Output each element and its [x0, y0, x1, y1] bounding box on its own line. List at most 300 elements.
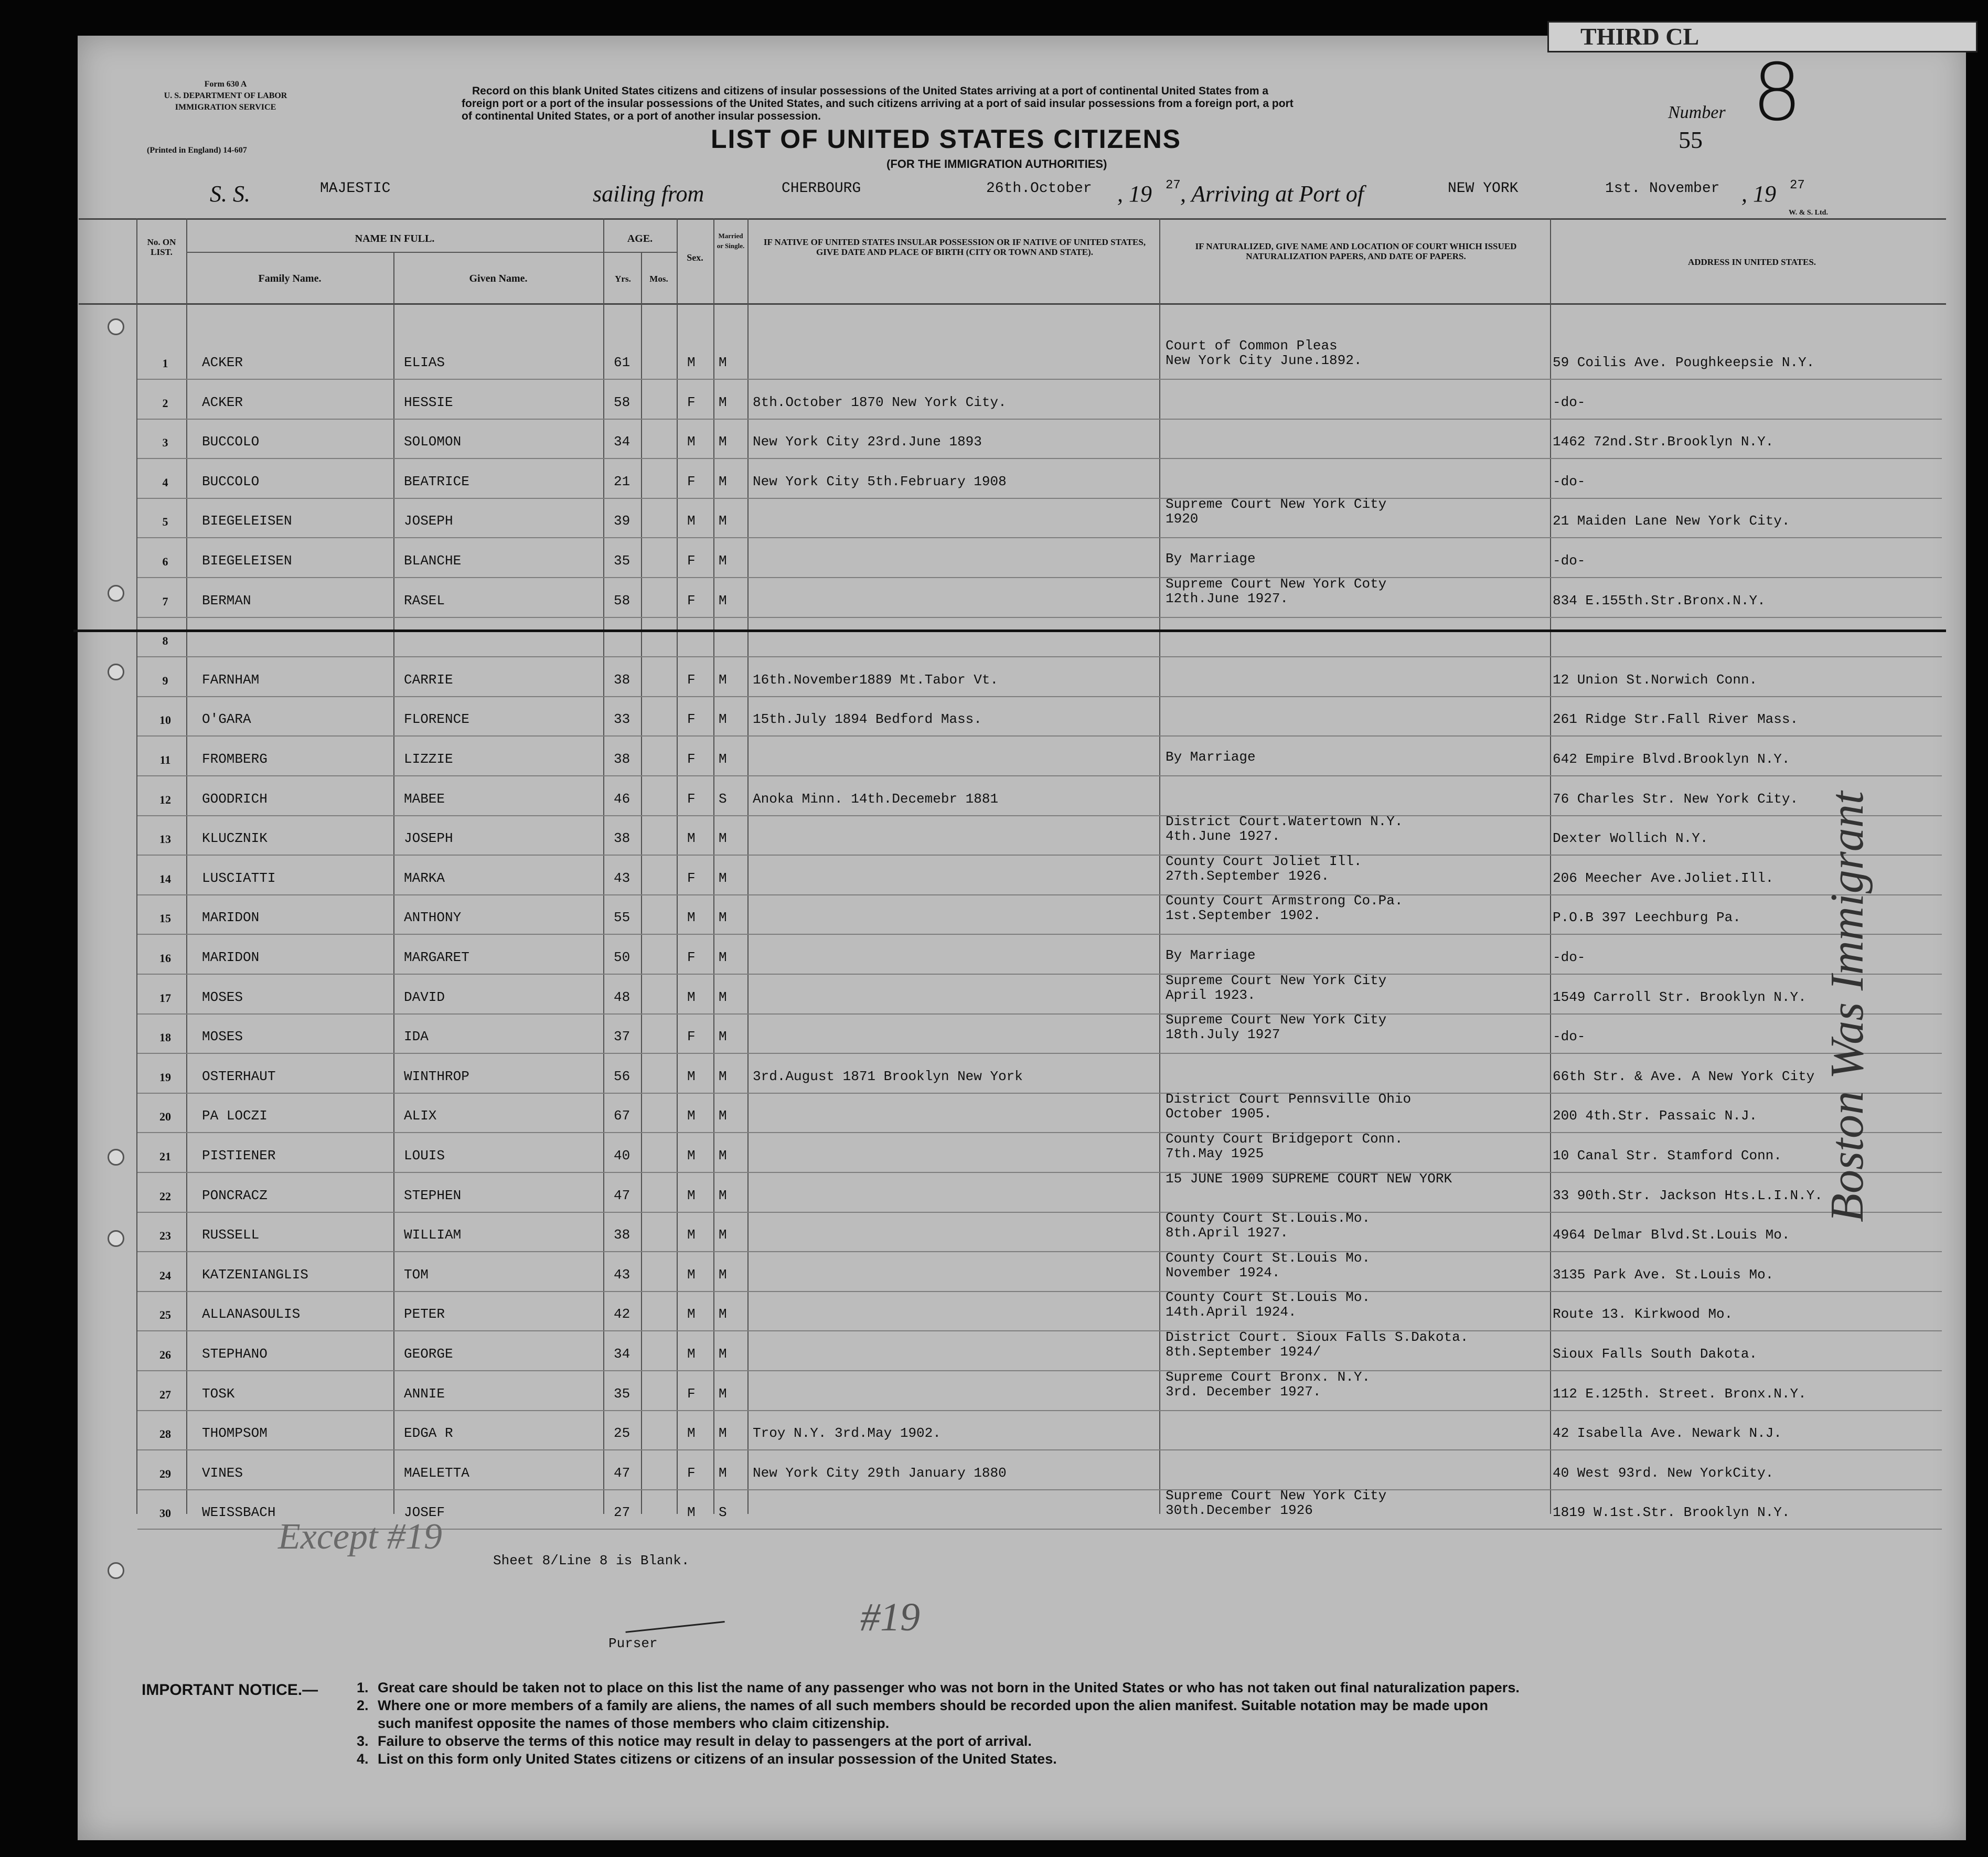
- naturalization-date: 7th.May 1925: [1166, 1146, 1264, 1161]
- us-address: -do-: [1553, 1029, 1586, 1045]
- given-name: ALIX: [404, 1108, 437, 1124]
- arrival-date: 1st. November: [1605, 180, 1720, 197]
- row-rule: [137, 775, 1942, 776]
- col-header-birth: IF NATIVE OF UNITED STATES INSULAR POSSESSION OR IF NATIVE OF UNITED STATES, GIVE DATE AND PLACE OF BIRTH (CITY OR TOWN AND STATE).: [763, 237, 1146, 257]
- given-name: IDA: [404, 1029, 429, 1045]
- naturalization-court: County Court Armstrong Co.Pa.: [1166, 893, 1403, 909]
- family-name: BIEGELEISEN: [202, 513, 292, 529]
- row-rule: [137, 1251, 1942, 1252]
- row-rule: [137, 1291, 1942, 1292]
- naturalization-court: District Court Pennsville Ohio: [1166, 1091, 1412, 1107]
- birth-info: New York City 23rd.June 1893: [753, 434, 982, 450]
- given-name: WINTHROP: [404, 1068, 469, 1084]
- sex: F: [687, 711, 696, 728]
- age-years: 37: [614, 1029, 630, 1045]
- naturalization-date: By Marriage: [1166, 947, 1256, 963]
- col-header-sex: Sex.: [687, 252, 703, 263]
- col-header-address: ADDRESS IN UNITED STATES.: [1687, 257, 1816, 267]
- ship-name: MAJESTIC: [320, 180, 391, 197]
- row-number: 18: [159, 1031, 171, 1044]
- department-name: U. S. DEPARTMENT OF LABOR: [164, 91, 287, 100]
- naturalization-date: November 1924.: [1166, 1264, 1280, 1280]
- arriving-label: , Arriving at Port of: [1180, 181, 1364, 207]
- us-address: 1462 72nd.Str.Brooklyn N.Y.: [1553, 434, 1774, 450]
- col-divider: [747, 218, 749, 1514]
- us-address: 206 Meecher Ave.Joliet.Ill.: [1553, 870, 1774, 886]
- naturalization-date: By Marriage: [1166, 551, 1256, 567]
- row-rule: [137, 696, 1942, 697]
- naturalization-court: County Court St.Louis Mo.: [1166, 1250, 1371, 1266]
- age-years: 47: [614, 1465, 630, 1481]
- naturalization-date: 30th.December 1926: [1166, 1502, 1313, 1519]
- given-name: MARGARET: [404, 949, 469, 965]
- given-name: CARRIE: [404, 671, 453, 688]
- age-years: 61: [614, 355, 630, 370]
- col-divider: [713, 218, 714, 1514]
- sex: F: [687, 870, 696, 886]
- family-name: BIEGELEISEN: [202, 553, 292, 569]
- row-number: 15: [159, 912, 171, 925]
- age-years: 27: [614, 1504, 630, 1521]
- us-address: P.O.B 397 Leechburg Pa.: [1553, 910, 1741, 926]
- naturalization-court: Supreme Court New York Coty: [1166, 575, 1387, 592]
- departure-port: CHERBOURG: [782, 180, 861, 197]
- row-rule: [137, 1410, 1942, 1411]
- family-name: ALLANASOULIS: [202, 1306, 301, 1322]
- row-rule: [137, 617, 1942, 618]
- us-address: 10 Canal Str. Stamford Conn.: [1553, 1148, 1782, 1164]
- family-name: KLUCZNIK: [202, 830, 268, 847]
- line-8-strikeout: [73, 629, 1946, 632]
- us-address: 200 4th.Str. Passaic N.J.: [1553, 1108, 1758, 1124]
- departure-date: 26th.October: [986, 180, 1092, 197]
- age-years: 50: [614, 949, 630, 965]
- row-rule: [137, 1330, 1942, 1331]
- sex: F: [687, 751, 696, 767]
- row-rule: [137, 458, 1942, 459]
- col-divider: [603, 218, 604, 1514]
- age-years: 48: [614, 989, 630, 1005]
- birth-info: Troy N.Y. 3rd.May 1902.: [753, 1425, 941, 1442]
- purser-label: Purser: [608, 1636, 658, 1651]
- age-years: 35: [614, 1385, 630, 1402]
- given-name: SOLOMON: [404, 434, 462, 450]
- age-years: 34: [614, 434, 630, 450]
- header-instructions: [462, 85, 1294, 123]
- departure-year-prefix: , 19: [1117, 181, 1152, 207]
- us-address: 3135 Park Ave. St.Louis Mo.: [1553, 1266, 1774, 1283]
- binder-hole: [108, 1562, 124, 1579]
- naturalization-date: New York City June.1892.: [1166, 353, 1362, 368]
- header-line-1: Record on this blank United States citizens and citizens of insular possessions of the United States arriving at a port of continental United States from a: [472, 85, 1269, 97]
- naturalization-date: 3rd. December 1927.: [1166, 1383, 1321, 1400]
- sex: M: [687, 1108, 696, 1124]
- naturalization-date: 18th.July 1927: [1166, 1027, 1280, 1043]
- marital-status: M: [719, 1266, 727, 1283]
- marital-status: M: [719, 711, 727, 728]
- row-number: 22: [159, 1189, 171, 1203]
- sex: M: [687, 1306, 696, 1322]
- notice-item: [357, 1732, 1520, 1750]
- row-rule: [137, 537, 1942, 538]
- arrival-year-prefix: , 19: [1741, 181, 1776, 207]
- binder-hole: [108, 1149, 124, 1166]
- age-years: 38: [614, 671, 630, 688]
- naturalization-date: April 1923.: [1166, 987, 1256, 1003]
- corner-tab: THIRD CL: [1547, 21, 1978, 52]
- row-number: 29: [159, 1467, 171, 1480]
- naturalization-court: County Court Bridgeport Conn.: [1166, 1131, 1403, 1147]
- row-rule: [137, 934, 1942, 935]
- us-address: Sioux Falls South Dakota.: [1553, 1346, 1758, 1362]
- given-name: FLORENCE: [404, 711, 469, 728]
- binder-hole: [108, 1230, 124, 1247]
- row-number: 4: [162, 475, 168, 489]
- sex: M: [687, 1068, 696, 1084]
- row-number: 26: [159, 1348, 171, 1361]
- binder-hole: [108, 585, 124, 602]
- us-address: 42 Isabella Ave. Newark N.J.: [1553, 1425, 1782, 1442]
- given-name: WILLIAM: [404, 1227, 462, 1243]
- row-number: 27: [159, 1388, 171, 1401]
- form-info: [142, 79, 309, 113]
- col-divider: [1159, 218, 1160, 1514]
- row-number: 6: [162, 555, 168, 568]
- naturalization-court: County Court St.Louis Mo.: [1166, 1289, 1371, 1306]
- marital-status: M: [719, 1346, 727, 1362]
- family-name: FROMBERG: [202, 751, 268, 767]
- row-number: 12: [159, 793, 171, 806]
- notice-item: [357, 1750, 1520, 1768]
- age-years: 39: [614, 513, 630, 529]
- marital-status: M: [719, 1068, 727, 1084]
- manifest-sheet: [78, 36, 1966, 1840]
- table-header-rule: [79, 303, 1946, 305]
- birth-info: New York City 29th January 1880: [753, 1465, 1007, 1481]
- row-number: 11: [159, 753, 171, 766]
- given-name: HESSIE: [404, 394, 453, 410]
- us-address: 1819 W.1st.Str. Brooklyn N.Y.: [1553, 1504, 1790, 1521]
- age-years: 43: [614, 870, 630, 886]
- us-address: 33 90th.Str. Jackson Hts.L.I.N.Y.: [1553, 1187, 1823, 1203]
- age-years: 25: [614, 1425, 630, 1442]
- row-rule: [137, 498, 1942, 499]
- naturalization-date: 8th.April 1927.: [1166, 1225, 1289, 1241]
- us-address: 1549 Carroll Str. Brooklyn N.Y.: [1553, 989, 1807, 1005]
- header-subrule: [186, 252, 677, 253]
- handwritten-inspection-note: #19: [860, 1595, 920, 1639]
- row-number: 25: [159, 1308, 171, 1322]
- col-divider: [1550, 218, 1551, 1514]
- sex: M: [687, 513, 696, 529]
- row-number: 10: [159, 713, 171, 727]
- row-number: 2: [162, 396, 168, 410]
- notice-list: [357, 1679, 1520, 1768]
- row-rule: [137, 815, 1942, 816]
- age-years: 42: [614, 1306, 630, 1322]
- us-address: -do-: [1553, 553, 1586, 569]
- row-number: 19: [159, 1070, 171, 1084]
- row-number: 3: [162, 436, 168, 450]
- given-name: STEPHEN: [404, 1187, 462, 1203]
- marital-status: M: [719, 355, 727, 370]
- marital-status: M: [719, 989, 727, 1005]
- notice-heading: IMPORTANT NOTICE.—: [142, 1681, 318, 1699]
- naturalization-court: District Court.Watertown N.Y.: [1166, 814, 1403, 830]
- marital-status: M: [719, 751, 727, 767]
- col-header-naturalized: IF NATURALIZED, GIVE NAME AND LOCATION OF COURT WHICH ISSUED NATURALIZATION PAPERS, AND DATE OF PAPERS.: [1195, 241, 1517, 261]
- naturalization-date: 4th.June 1927.: [1166, 828, 1280, 845]
- sex: F: [687, 1465, 696, 1481]
- us-address: 66th Str. & Ave. A New York City: [1553, 1068, 1815, 1084]
- given-name: LIZZIE: [404, 751, 453, 767]
- row-number: 13: [159, 833, 171, 846]
- given-name: GEORGE: [404, 1346, 453, 1362]
- age-years: 34: [614, 1346, 630, 1362]
- naturalization-date: 1920: [1166, 511, 1199, 527]
- given-name: BLANCHE: [404, 553, 462, 569]
- birth-info: 3rd.August 1871 Brooklyn New York: [753, 1068, 1023, 1084]
- naturalization-date: 1st.September 1902.: [1166, 908, 1321, 924]
- family-name: BUCCOLO: [202, 434, 260, 450]
- binder-hole: [108, 664, 124, 680]
- marital-status: M: [719, 1187, 727, 1203]
- notice-item: [357, 1696, 1520, 1714]
- given-name: MARKA: [404, 870, 445, 886]
- col-header-age: AGE.: [627, 233, 653, 244]
- marital-status: M: [719, 553, 727, 569]
- handwritten-margin-note: Boston Was Immigrant: [1821, 791, 1873, 1222]
- row-rule: [137, 1132, 1942, 1133]
- row-rule: [137, 1370, 1942, 1371]
- col-header-given-name: Given Name.: [469, 273, 528, 284]
- notice-item-number: 2.: [357, 1698, 369, 1713]
- row-rule: [137, 1093, 1942, 1094]
- sex: F: [687, 592, 696, 609]
- family-name: ACKER: [202, 355, 243, 370]
- sex: M: [687, 989, 696, 1005]
- row-number: 20: [159, 1110, 171, 1124]
- marital-status: M: [719, 1029, 727, 1045]
- given-name: ANNIE: [404, 1385, 445, 1402]
- number-label: Number: [1668, 103, 1726, 122]
- given-name: EDGA R: [404, 1425, 453, 1442]
- notice-item-number: 4.: [357, 1751, 369, 1767]
- notice-item-text: such manifest opposite the names of those members who claim citizenship.: [378, 1715, 890, 1731]
- us-address: 834 E.155th.Str.Bronx.N.Y.: [1553, 592, 1766, 609]
- ss-label: S. S.: [210, 181, 250, 207]
- handwritten-except-note: Except #19: [278, 1517, 442, 1557]
- family-name: TOSK: [202, 1385, 235, 1402]
- family-name: MOSES: [202, 1029, 243, 1045]
- row-rule: [137, 656, 1942, 657]
- arrival-port: NEW YORK: [1448, 180, 1519, 197]
- row-rule: [137, 1212, 1942, 1213]
- notice-item-text: Great care should be taken not to place on this list the name of any passenger who was not born in the United States or who has not taken out final naturalization papers.: [378, 1680, 1520, 1695]
- age-years: 33: [614, 711, 630, 728]
- family-name: RUSSELL: [202, 1227, 260, 1243]
- list-number: 55: [1679, 126, 1703, 153]
- sex: M: [687, 1346, 696, 1362]
- row-number: 23: [159, 1229, 171, 1243]
- row-rule: [137, 419, 1942, 420]
- naturalization-date: 8th.September 1924/: [1166, 1344, 1321, 1360]
- age-years: 38: [614, 1227, 630, 1243]
- us-address: 12 Union St.Norwich Conn.: [1553, 671, 1758, 688]
- marital-status: M: [719, 1108, 727, 1124]
- family-name: PISTIENER: [202, 1148, 276, 1164]
- family-name: THOMPSOM: [202, 1425, 268, 1442]
- us-address: 642 Empire Blvd.Brooklyn N.Y.: [1553, 751, 1790, 767]
- row-number: 24: [159, 1268, 171, 1282]
- us-address: 40 West 93rd. New YorkCity.: [1553, 1465, 1774, 1481]
- given-name: ELIAS: [404, 355, 445, 370]
- age-years: 21: [614, 473, 630, 489]
- row-number: 28: [159, 1427, 171, 1441]
- row-rule: [137, 735, 1942, 737]
- naturalization-date: 12th.June 1927.: [1166, 590, 1289, 606]
- us-address: -do-: [1553, 473, 1586, 489]
- us-address: Dexter Wollich N.Y.: [1553, 830, 1708, 847]
- sex: F: [687, 1385, 696, 1402]
- notice-item-number: 3.: [357, 1733, 369, 1749]
- marital-status: M: [719, 434, 727, 450]
- marital-status: S: [719, 791, 727, 807]
- row-rule: [137, 1013, 1942, 1015]
- family-name: STEPHANO: [202, 1346, 268, 1362]
- col-divider: [393, 252, 394, 1514]
- header-line-3: of continental United States, or a port of another insular possession.: [462, 110, 821, 122]
- family-name: KATZENIANGLIS: [202, 1266, 308, 1283]
- sheet-number-handwritten: 8: [1752, 47, 1802, 138]
- row-number: 30: [159, 1507, 171, 1520]
- departure-year: 27: [1166, 178, 1181, 193]
- marital-status: M: [719, 870, 727, 886]
- birth-info: New York City 5th.February 1908: [753, 473, 1007, 489]
- form-number: Form 630 A: [204, 80, 247, 89]
- age-years: 55: [614, 910, 630, 926]
- notice-item-text: Failure to observe the terms of this notice may result in delay to passengers at the port of arrival.: [378, 1733, 1032, 1749]
- marital-status: M: [719, 592, 727, 609]
- age-years: 38: [614, 751, 630, 767]
- sex: M: [687, 830, 696, 847]
- given-name: JOSEF: [404, 1504, 445, 1521]
- marital-status: M: [719, 1425, 727, 1442]
- row-number: 16: [159, 952, 171, 965]
- family-name: PONCRACZ: [202, 1187, 268, 1203]
- sex: F: [687, 553, 696, 569]
- row-number: 5: [162, 515, 168, 529]
- sex: M: [687, 1187, 696, 1203]
- row-rule: [137, 379, 1942, 380]
- family-name: WEISSBACH: [202, 1504, 276, 1521]
- given-name: BEATRICE: [404, 473, 469, 489]
- sex: F: [687, 394, 696, 410]
- naturalization-date: By Marriage: [1166, 749, 1256, 765]
- blank-line-note: Sheet 8/Line 8 is Blank.: [493, 1553, 690, 1568]
- sex: M: [687, 355, 696, 370]
- row-number: 9: [162, 674, 168, 687]
- notice-item: [357, 1679, 1520, 1696]
- naturalization-court: Court of Common Pleas: [1166, 338, 1338, 354]
- header-line-2: foreign port or a port of the insular possessions of the United States, and such citizens arriving at a port of said insular possessions from a foreign port, a port: [462, 98, 1294, 110]
- row-rule: [137, 577, 1942, 578]
- col-header-family-name: Family Name.: [258, 273, 322, 284]
- family-name: MARIDON: [202, 910, 260, 926]
- row-number: 1: [162, 357, 168, 370]
- naturalization-date: 27th.September 1926.: [1166, 868, 1330, 884]
- marital-status: M: [719, 671, 727, 688]
- family-name: BUCCOLO: [202, 473, 260, 489]
- marital-status: M: [719, 473, 727, 489]
- page-subtitle: (FOR THE IMMIGRATION AUTHORITIES): [886, 157, 1107, 170]
- col-header-no: No. ON LIST.: [147, 237, 176, 257]
- sex: F: [687, 671, 696, 688]
- us-address: 261 Ridge Str.Fall River Mass.: [1553, 711, 1799, 728]
- age-years: 35: [614, 553, 630, 569]
- age-years: 67: [614, 1108, 630, 1124]
- family-name: BERMAN: [202, 592, 251, 609]
- given-name: PETER: [404, 1306, 445, 1322]
- naturalization-court: Supreme Court New York City: [1166, 1012, 1387, 1028]
- given-name: MAELETTA: [404, 1465, 469, 1481]
- naturalization-court: Supreme Court New York City: [1166, 1488, 1387, 1504]
- sex: M: [687, 910, 696, 926]
- naturalization-court: Supreme Court New York City: [1166, 496, 1387, 513]
- col-divider: [677, 218, 678, 1514]
- us-address: 21 Maiden Lane New York City.: [1553, 513, 1790, 529]
- col-divider: [136, 218, 137, 1514]
- age-years: 38: [614, 830, 630, 847]
- family-name: LUSCIATTI: [202, 870, 276, 886]
- row-number: 8: [162, 634, 168, 648]
- family-name: FARNHAM: [202, 671, 260, 688]
- page-title: LIST OF UNITED STATES CITIZENS: [711, 124, 1182, 154]
- marital-status: M: [719, 1385, 727, 1402]
- row-rule: [137, 894, 1942, 895]
- printed-note: (Printed in England) 14-607: [147, 146, 247, 155]
- family-name: PA LOCZI: [202, 1108, 268, 1124]
- notice-item: [357, 1714, 1520, 1732]
- marital-status: M: [719, 394, 727, 410]
- service-name: IMMIGRATION SERVICE: [175, 103, 276, 112]
- col-header-months: Mos.: [649, 274, 668, 284]
- row-number: 7: [162, 594, 168, 608]
- row-number: 17: [159, 991, 171, 1005]
- notice-item-number: 1.: [357, 1680, 369, 1695]
- row-rule: [137, 1053, 1942, 1054]
- notice-item-text: Where one or more members of a family are aliens, the names of all such members should be recorded upon the alien manifest. Suitable notation may be made upon: [378, 1698, 1489, 1713]
- marital-status: S: [719, 1504, 727, 1521]
- age-years: 56: [614, 1068, 630, 1084]
- naturalization-court: County Court Joliet Ill.: [1166, 853, 1362, 869]
- us-address: 59 Coilis Ave. Poughkeepsie N.Y.: [1553, 355, 1815, 370]
- naturalization-date: October 1905.: [1166, 1106, 1272, 1122]
- birth-info: 16th.November1889 Mt.Tabor Vt.: [753, 671, 999, 688]
- sex: M: [687, 434, 696, 450]
- given-name: JOSEPH: [404, 830, 453, 847]
- us-address: -do-: [1553, 949, 1586, 965]
- sex: M: [687, 1266, 696, 1283]
- col-divider: [186, 218, 187, 1514]
- naturalization-court: Supreme Court New York City: [1166, 972, 1387, 988]
- naturalization-court: County Court St.Louis.Mo.: [1166, 1210, 1371, 1226]
- sex: F: [687, 791, 696, 807]
- row-rule: [137, 1449, 1942, 1450]
- row-rule: [137, 855, 1942, 856]
- age-years: 58: [614, 592, 630, 609]
- age-years: 40: [614, 1148, 630, 1164]
